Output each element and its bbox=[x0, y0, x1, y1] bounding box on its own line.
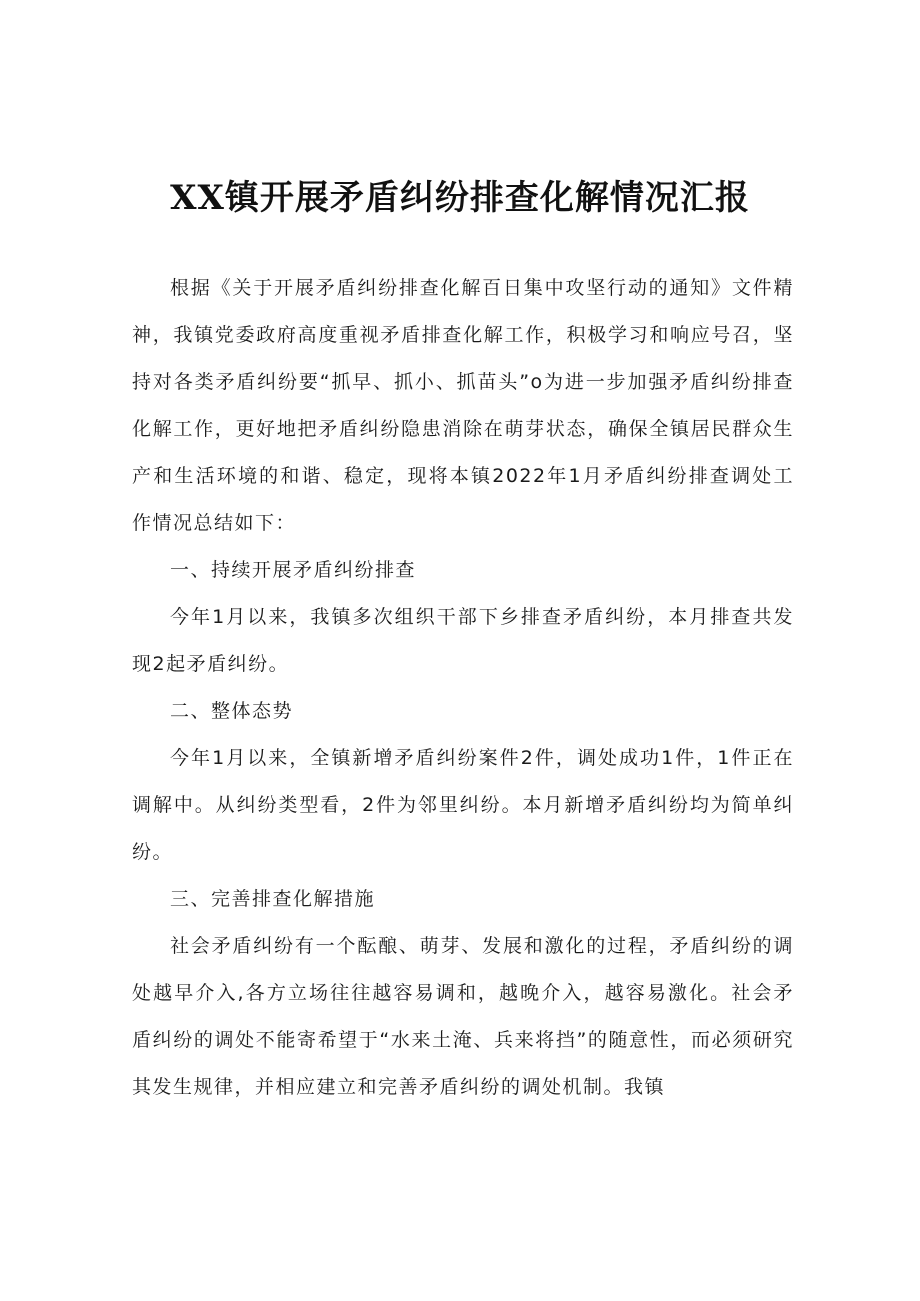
document-title: XX镇开展矛盾纠纷排查化解情况汇报 bbox=[170, 178, 750, 218]
section-body-2: 今年1月以来，全镇新增矛盾纠纷案件2件，调处成功1件，1件正在调解中。从纠纷类型看，2件为邻里纠纷。本月新增矛盾纠纷均为简单纠纷。 bbox=[132, 747, 794, 863]
section-body-1: 今年1月以来，我镇多次组织干部下乡排查矛盾纠纷，本月排查共发现2起矛盾纠纷。 bbox=[132, 606, 794, 675]
section-heading-3: 三、完善排查化解措施 bbox=[170, 888, 376, 910]
section-heading-2: 二、整体态势 bbox=[170, 700, 294, 722]
document-body bbox=[132, 265, 794, 1111]
section-heading-1: 一、持续开展矛盾纠纷排查 bbox=[170, 559, 417, 581]
intro-paragraph: 根据《关于开展矛盾纠纷排查化解百日集中攻坚行动的通知》文件精神，我镇党委政府高度重视矛盾排查化解工作，积极学习和响应号召，坚持对各类矛盾纠纷要“抓早、抓小、抓苗头”o为进一步加强矛盾纠纷排查化解工作，更好地把矛盾纠纷隐患消除在萌芽状态，确保全镇居民群众生产和生活环境的和谐、稳定，现将本镇2022年1月矛盾纠纷排查调处工作情况总结如下： bbox=[132, 277, 794, 534]
section-body-3: 社会矛盾纠纷有一个酝酿、萌芽、发展和激化的过程，矛盾纠纷的调处越早介入,各方立场往往越容易调和，越晚介入，越容易激化。社会矛盾纠纷的调处不能寄希望于“水来土淹、兵来将挡”的随意性，而必须研究其发生规律，并相应建立和完善矛盾纠纷的调处机制。我镇 bbox=[132, 935, 794, 1098]
